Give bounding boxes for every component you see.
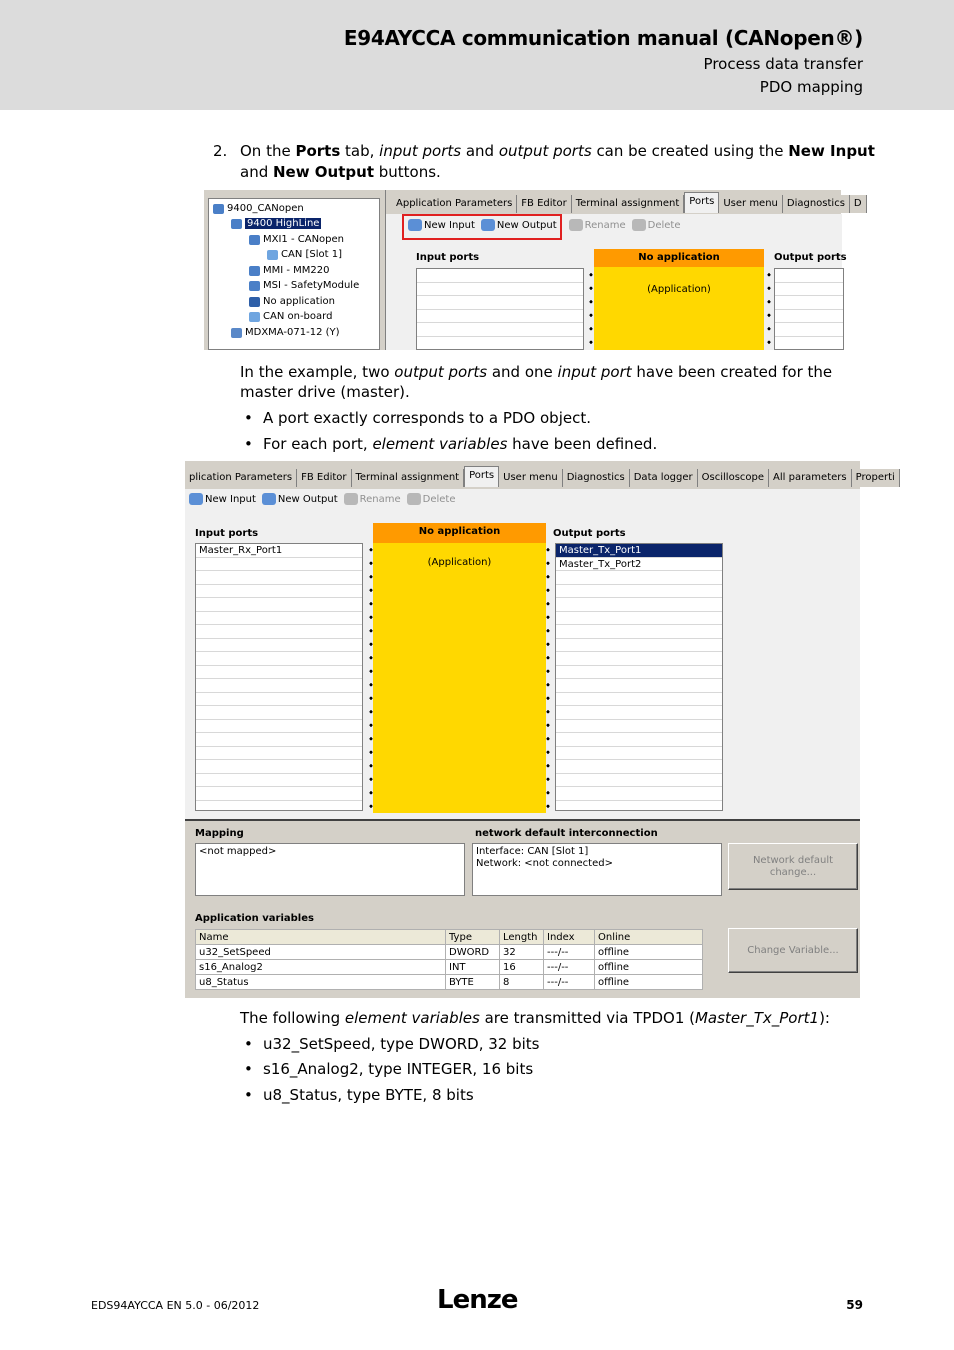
- bullet-variable: u32_SetSpeed, type DWORD, 32 bits: [263, 1035, 540, 1053]
- application-block[interactable]: [373, 543, 546, 813]
- tree-node[interactable]: MDXMA-071-12 (Y): [231, 327, 340, 338]
- mapping-field[interactable]: <not mapped>: [195, 843, 465, 896]
- tree-node[interactable]: CAN on-board: [249, 311, 332, 322]
- rename-icon: [344, 493, 358, 505]
- tab-oscilloscope[interactable]: Oscilloscope: [698, 469, 769, 487]
- tab-user-menu[interactable]: User menu: [499, 469, 563, 487]
- application-label: (Application): [427, 557, 492, 568]
- table-row[interactable]: [196, 975, 703, 990]
- cell-online: offline: [595, 945, 703, 960]
- delete-button[interactable]: Delete: [632, 219, 681, 231]
- column-header-length[interactable]: Length: [500, 930, 544, 945]
- rename-button[interactable]: Rename: [569, 219, 626, 231]
- new-output-icon: [262, 493, 276, 505]
- module-icon: [249, 281, 260, 291]
- cell-type: INT: [446, 960, 500, 975]
- toolbar: [408, 219, 681, 231]
- application-block[interactable]: [594, 267, 764, 350]
- screenshot-ports-toolbar: [204, 190, 862, 350]
- tab-fb-editor[interactable]: FB Editor: [517, 195, 571, 213]
- tab-ports[interactable]: Ports: [684, 192, 719, 213]
- bus-icon: [267, 250, 278, 260]
- tree-node[interactable]: MMI - MM220: [249, 265, 330, 276]
- device-icon: [231, 219, 242, 229]
- new-output-button[interactable]: New Output: [262, 493, 338, 505]
- step-text-line1: On the Ports tab, input ports and output ports can be created using the New Input: [240, 142, 875, 160]
- app-icon: [249, 297, 260, 307]
- lenze-logo: Lenze: [437, 1285, 518, 1315]
- tab-diagnostics[interactable]: Diagnostics: [563, 469, 630, 487]
- cell-online: offline: [595, 960, 703, 975]
- no-application-header: No application: [594, 249, 764, 267]
- no-application-header: No application: [373, 523, 546, 543]
- output-port-item-selected[interactable]: Master_Tx_Port1: [556, 544, 722, 558]
- cell-name: u32_SetSpeed: [196, 945, 446, 960]
- paragraph-example-line2: master drive (master).: [240, 383, 410, 401]
- paragraph-example-line1: In the example, two output ports and one input port have been created for the: [240, 363, 833, 381]
- tree-node-selected[interactable]: 9400 HighLine: [231, 218, 321, 229]
- input-ports-label: Input ports: [195, 528, 259, 539]
- application-label: (Application): [647, 284, 711, 295]
- delete-button[interactable]: Delete: [407, 493, 456, 505]
- tab-bar: [185, 467, 900, 487]
- network-value: Network: <not connected>: [476, 858, 613, 869]
- rename-icon: [569, 219, 583, 231]
- delete-icon: [632, 219, 646, 231]
- cell-index: ---/--: [544, 945, 595, 960]
- page-header: [0, 0, 954, 110]
- document-id: EDS94AYCCA EN 5.0 - 06/2012: [91, 1299, 260, 1312]
- input-ports-label: Input ports: [416, 252, 480, 263]
- application-variables-label: Application variables: [195, 913, 314, 924]
- new-output-icon: [481, 219, 495, 231]
- tab-ports[interactable]: Ports: [464, 466, 499, 487]
- cell-index: ---/--: [544, 975, 595, 990]
- output-ports-list[interactable]: [774, 268, 844, 350]
- motor-icon: [231, 328, 242, 338]
- new-input-icon: [408, 219, 422, 231]
- delete-icon: [407, 493, 421, 505]
- tab-application-parameters[interactable]: plication Parameters: [185, 469, 297, 487]
- bus-icon: [249, 312, 260, 322]
- project-icon: [213, 204, 224, 214]
- cell-index: ---/--: [544, 960, 595, 975]
- mapping-label: Mapping: [195, 828, 244, 839]
- table-row[interactable]: [196, 945, 703, 960]
- cell-type: DWORD: [446, 945, 500, 960]
- paragraph-tpdo1: The following element variables are transmitted via TPDO1 (Master_Tx_Port1):: [240, 1009, 830, 1027]
- column-header-index[interactable]: Index: [544, 930, 595, 945]
- bullet-element-variables: For each port, element variables have been defined.: [263, 435, 658, 453]
- output-ports-list[interactable]: [555, 543, 723, 811]
- input-ports-list[interactable]: [195, 543, 363, 811]
- application-variables-table: [195, 929, 703, 990]
- bullet-pdo-object: A port exactly corresponds to a PDO object.: [263, 409, 591, 427]
- new-input-icon: [189, 493, 203, 505]
- bullet-marker: •: [244, 1086, 253, 1104]
- tree-node[interactable]: CAN [Slot 1]: [267, 249, 342, 260]
- input-port-item[interactable]: Master_Rx_Port1: [196, 544, 362, 558]
- tree-node[interactable]: 9400_CANopen: [213, 203, 304, 214]
- tree-node[interactable]: No application: [249, 296, 335, 307]
- column-header-online[interactable]: Online: [595, 930, 703, 945]
- cell-name: s16_Analog2: [196, 960, 446, 975]
- bullet-variable: s16_Analog2, type INTEGER, 16 bits: [263, 1060, 534, 1078]
- tab-user-menu[interactable]: User menu: [719, 195, 783, 213]
- tab-fb-editor[interactable]: FB Editor: [297, 469, 351, 487]
- tab-properties[interactable]: Properti: [852, 469, 900, 487]
- tree-node[interactable]: MSI - SafetyModule: [249, 280, 359, 291]
- subsection-title: PDO mapping: [759, 78, 863, 96]
- toolbar: [189, 493, 456, 505]
- column-header-type[interactable]: Type: [446, 930, 500, 945]
- network-interconnection-field[interactable]: [472, 843, 722, 896]
- module-icon: [249, 266, 260, 276]
- output-ports-label: Output ports: [553, 528, 626, 539]
- output-port-item[interactable]: Master_Tx_Port2: [556, 558, 722, 572]
- table-row[interactable]: [196, 960, 703, 975]
- rename-button[interactable]: Rename: [344, 493, 401, 505]
- network-default-change-button[interactable]: Network default change...: [728, 843, 858, 890]
- input-ports-list[interactable]: [416, 268, 584, 350]
- page-number: 59: [846, 1298, 863, 1312]
- cell-name: u8_Status: [196, 975, 446, 990]
- tab-application-parameters[interactable]: Application Parameters: [392, 195, 517, 213]
- output-ports-label: Output ports: [774, 252, 847, 263]
- column-header-name[interactable]: Name: [196, 930, 446, 945]
- bullet-marker: •: [244, 1035, 253, 1053]
- tab-more[interactable]: D: [850, 195, 867, 213]
- bullet-marker: •: [244, 1060, 253, 1078]
- cell-online: offline: [595, 975, 703, 990]
- table-header-row: [196, 930, 703, 945]
- project-tree: [208, 198, 380, 350]
- cell-length: 8: [500, 975, 544, 990]
- document-title: E94AYCCA communication manual (CANopen®): [343, 26, 863, 50]
- change-variable-button[interactable]: Change Variable...: [728, 928, 858, 973]
- connector-dots-right: [545, 543, 551, 813]
- tree-node[interactable]: MXI1 - CANopen: [249, 234, 344, 245]
- cell-length: 16: [500, 960, 544, 975]
- new-output-button[interactable]: New Output: [481, 219, 557, 231]
- tab-all-parameters[interactable]: All parameters: [769, 469, 852, 487]
- new-input-button[interactable]: New Input: [189, 493, 256, 505]
- bullet-variable: u8_Status, type BYTE, 8 bits: [263, 1086, 474, 1104]
- new-input-button[interactable]: New Input: [408, 219, 475, 231]
- screenshot-ports-tab: [185, 461, 895, 998]
- module-icon: [249, 235, 260, 245]
- bullet-marker: •: [244, 409, 253, 427]
- step-text-line2: and New Output buttons.: [240, 163, 441, 181]
- tab-terminal-assignment[interactable]: Terminal assignment: [352, 469, 465, 487]
- interface-value: Interface: CAN [Slot 1]: [476, 846, 589, 857]
- cell-length: 32: [500, 945, 544, 960]
- connector-dots-right: [766, 268, 772, 350]
- tab-data-logger[interactable]: Data logger: [630, 469, 698, 487]
- cell-type: BYTE: [446, 975, 500, 990]
- section-title: Process data transfer: [703, 55, 863, 73]
- step-number: 2.: [213, 142, 228, 160]
- network-interconnection-label: network default interconnection: [475, 828, 658, 839]
- tab-diagnostics[interactable]: Diagnostics: [783, 195, 850, 213]
- tab-terminal-assignment[interactable]: Terminal assignment: [572, 195, 685, 213]
- tab-bar: [392, 193, 867, 213]
- bullet-marker: •: [244, 435, 253, 453]
